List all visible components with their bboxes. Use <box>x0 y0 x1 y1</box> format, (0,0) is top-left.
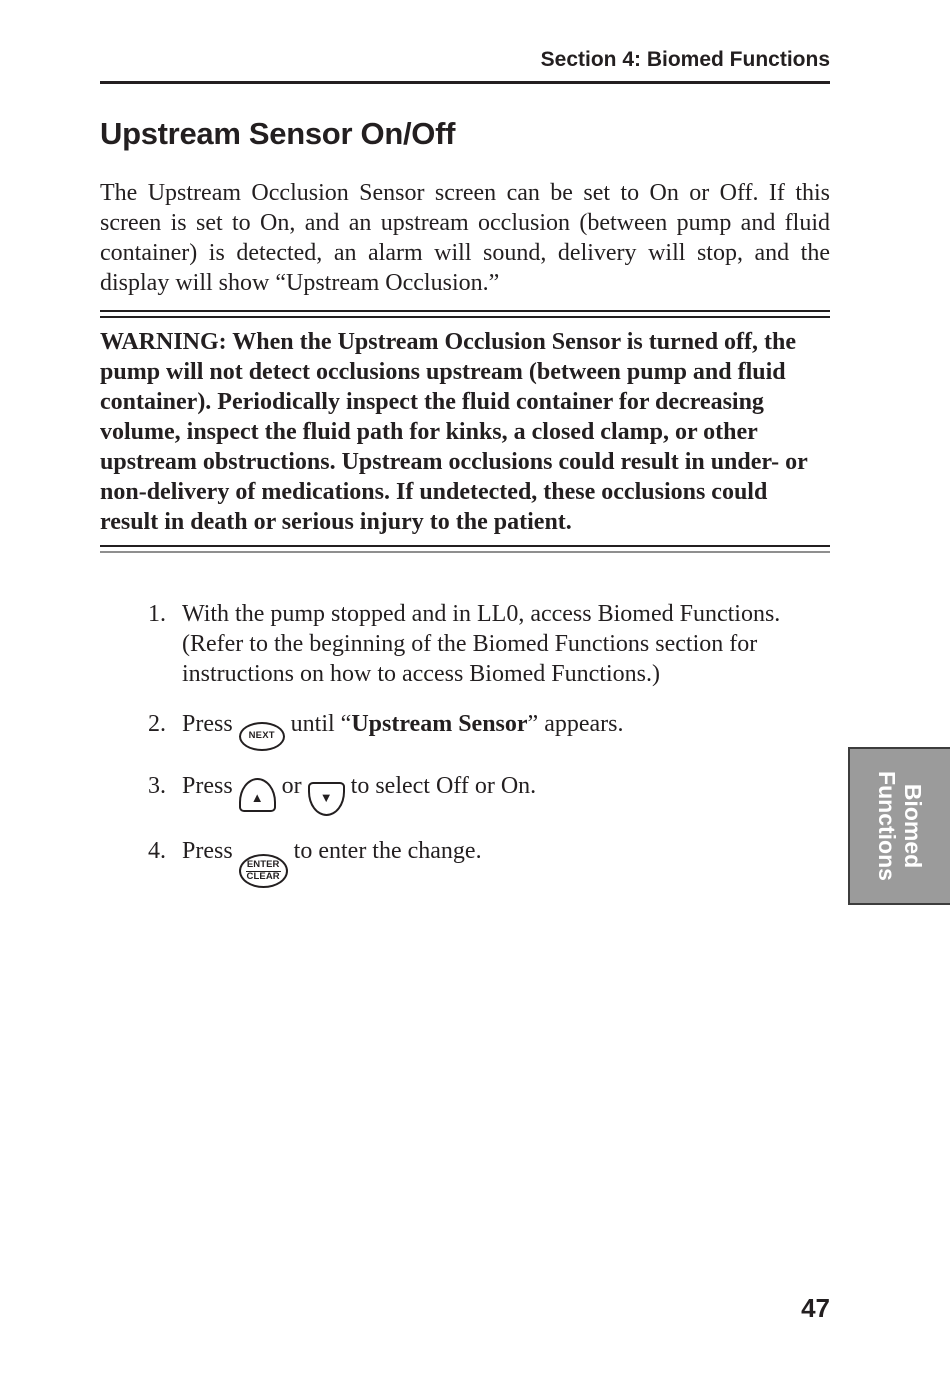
step-number: 1. <box>148 601 166 627</box>
step-text-segment: to select Off or On. <box>344 772 537 799</box>
step-text <box>182 836 830 888</box>
warning-top-rule <box>100 310 830 318</box>
step-number: 2. <box>148 711 166 737</box>
step-text: With the pump stopped and in LL0, access Biomed Functions. (Refer to the beginning of the Biomed Functions section for instructions on how to access Biomed Functions.) <box>182 601 781 687</box>
warning-bottom-rule <box>100 545 830 553</box>
page-header <box>100 48 830 84</box>
step-text-segment: until “ <box>284 711 352 737</box>
next-button-icon <box>239 722 285 751</box>
page-number: 47 <box>801 1293 830 1323</box>
section-header-label: Section 4: Biomed Functions <box>540 48 830 71</box>
down-arrow-button-icon <box>308 782 345 816</box>
step-text <box>182 771 830 817</box>
page-title: Upstream Sensor On/Off <box>100 116 456 151</box>
chapter-side-tab <box>848 747 950 905</box>
chapter-side-tab-label <box>874 771 926 881</box>
step-number: 3. <box>148 772 166 799</box>
step-text-segment: or <box>275 772 308 799</box>
page-content <box>100 0 830 908</box>
step-text-segment: to enter the change. <box>287 838 482 864</box>
step-text-segment: Press <box>182 772 239 799</box>
intro-paragraph: The Upstream Occlusion Sensor screen can be set to On or Off. If this screen is set to On, and an upstream occlusion (between pump and fluid container) is detected, an alarm will sound, delivery will stop, and the display will show “Upstream Occlusion.” <box>100 180 830 296</box>
step-3 <box>148 771 830 817</box>
up-arrow-glyph: ▲ <box>250 789 264 805</box>
step-text-segment: Press <box>182 838 239 864</box>
next-button-label: NEXT <box>248 730 275 741</box>
step-2 <box>148 709 830 751</box>
step-number: 4. <box>148 838 166 864</box>
down-arrow-glyph: ▼ <box>319 789 333 805</box>
step-text <box>182 709 830 751</box>
warning-paragraph: WARNING: When the Upstream Occlusion Sensor is turned off, the pump will not detect occlusions upstream (between pump and fluid container). Periodically inspect the fluid container for decreasing volume, inspect the fluid path for kinks, a closed clamp, or other upstream obstructions. Upstream occlusions could result in under- or non-delivery of medications. If undetected, these occlusions could result in death or serious injury to the patient. <box>100 329 808 535</box>
enter-clear-button-icon <box>239 854 288 888</box>
screen-name-bold: Upstream Sensor <box>351 711 528 737</box>
clear-label: CLEAR <box>246 871 280 882</box>
step-1 <box>148 599 830 689</box>
enter-label: ENTER <box>246 859 280 870</box>
step-text-segment: ” appears. <box>527 711 624 737</box>
up-arrow-button-icon <box>239 778 276 812</box>
tab-label-line2: Functions <box>874 771 901 881</box>
tab-label-line1: Biomed <box>900 783 927 869</box>
step-text-segment: Press <box>182 711 239 737</box>
instruction-steps <box>148 599 830 888</box>
step-4 <box>148 836 830 888</box>
